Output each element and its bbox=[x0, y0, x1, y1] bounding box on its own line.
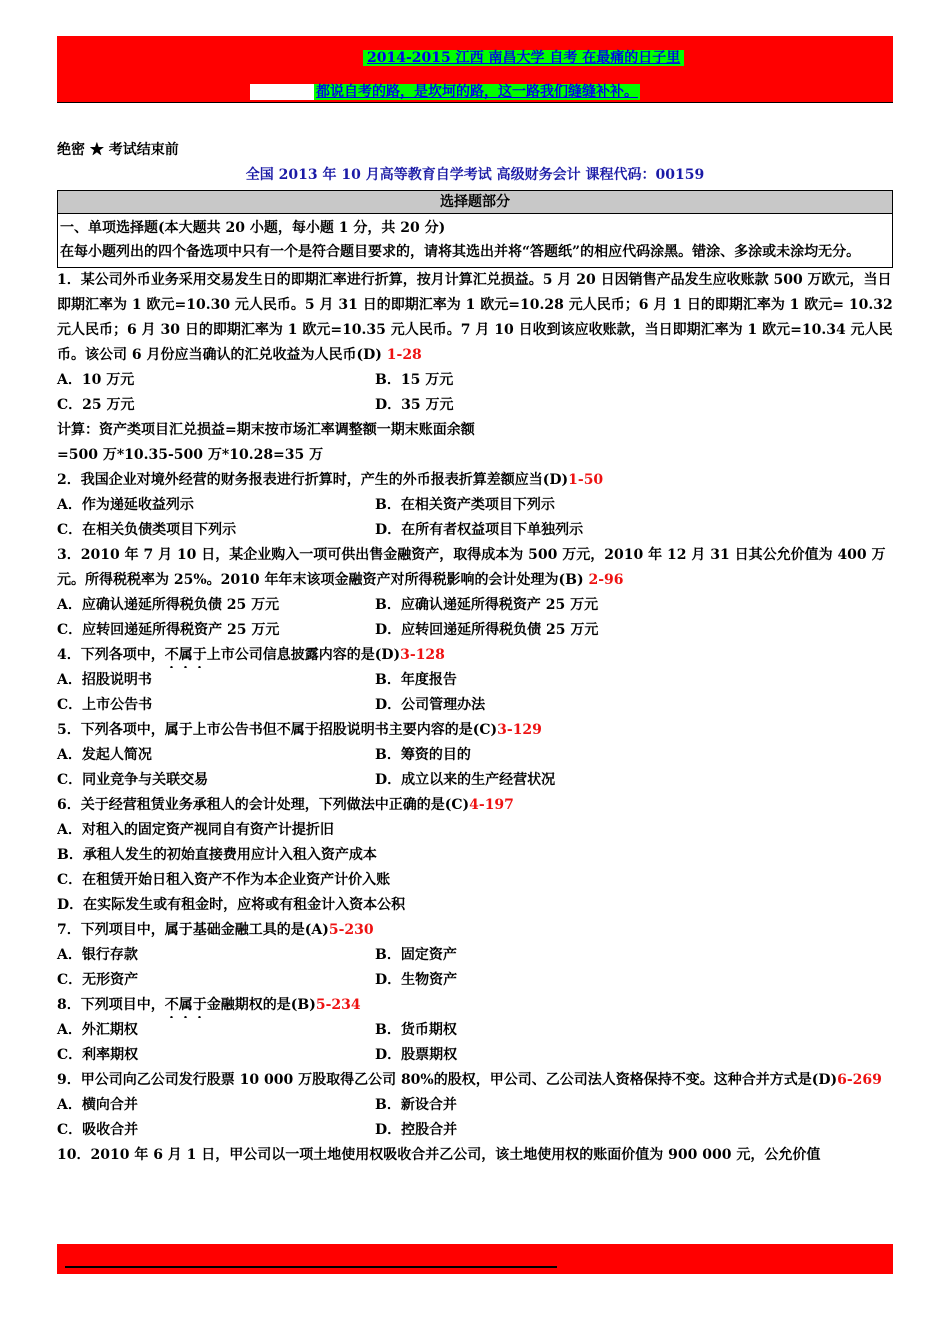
question-5 bbox=[57, 718, 893, 743]
option-row bbox=[57, 1093, 893, 1118]
page-ref: 5-230 bbox=[328, 922, 374, 938]
emphasis-text: 不属于 bbox=[164, 647, 207, 663]
option-c: C．25 万元 bbox=[57, 397, 135, 413]
question-text: 4．下列各项中， bbox=[57, 647, 165, 663]
question-text: 9．甲公司向乙公司发行股票 10 000 万股取得乙公司 80%的股权，甲公司、乙公司法人资格保持不变。这种合并方式是(D) bbox=[57, 1072, 838, 1088]
question-8 bbox=[57, 993, 893, 1018]
option-a: A．作为递延收益列示 bbox=[57, 497, 194, 513]
option-d: D．公司管理办法 bbox=[375, 697, 486, 713]
option-row bbox=[57, 743, 893, 768]
option-row bbox=[57, 943, 893, 968]
option-row bbox=[57, 1118, 893, 1143]
question-2 bbox=[57, 468, 893, 493]
option-b: B．货币期权 bbox=[375, 1022, 457, 1038]
option-row bbox=[57, 1018, 893, 1043]
option-a: A．发起人简况 bbox=[57, 747, 152, 763]
option-b: B．筹资的目的 bbox=[375, 747, 471, 763]
option-a: A．应确认递延所得税负债 25 万元 bbox=[57, 597, 280, 613]
option-row bbox=[57, 368, 893, 393]
option-a: A．外汇期权 bbox=[57, 1022, 138, 1038]
calculation-line-1: 计算：资产类项目汇兑损益=期末按市场汇率调整额一期末账面余额 bbox=[57, 422, 475, 438]
page-ref: 1-50 bbox=[568, 472, 604, 488]
option-d: D．成立以来的生产经营状况 bbox=[375, 772, 556, 788]
option-d: D．在所有者权益项目下单独列示 bbox=[375, 522, 584, 538]
emphasis-text: 不属于 bbox=[164, 997, 207, 1013]
calculation-line-2: =500 万*10.35-500 万*10.28=35 万 bbox=[57, 447, 324, 463]
instruction-heading: 一、单项选择题(本大题共 20 小题，每小题 1 分，共 20 分) bbox=[60, 220, 446, 236]
question-text: 金融期权的是(B) bbox=[206, 997, 316, 1013]
option-a: A．10 万元 bbox=[57, 372, 135, 388]
option-row bbox=[57, 693, 893, 718]
option-a: A．招股说明书 bbox=[57, 672, 152, 688]
option-c: C．同业竞争与关联交易 bbox=[57, 772, 209, 788]
option-a: A．横向合并 bbox=[57, 1097, 138, 1113]
question-text: 3．2010 年 7 月 10 日，某企业购入一项可供出售金融资产，取得成本为 500 万元，2010 年 12 月 31 日其公允价值为 400 万元。所得税税率为 25%。2010 年年末该项金融资产对所得税影响的会计处理为(B) bbox=[57, 547, 886, 588]
page-ref: 1-28 bbox=[381, 347, 422, 363]
option-c: C．利率期权 bbox=[57, 1047, 139, 1063]
footer-bar bbox=[57, 1244, 893, 1274]
question-7 bbox=[57, 918, 893, 943]
document-body bbox=[57, 138, 893, 1168]
option-row bbox=[57, 968, 893, 993]
question-4 bbox=[57, 643, 893, 668]
question-10: 10．2010 年 6 月 1 日，甲公司以一项土地使用权吸收合并乙公司，该土地使用权的账面价值为 900 000 元，公允价值 bbox=[57, 1147, 821, 1163]
option-row bbox=[57, 1043, 893, 1068]
option-c: C．在租赁开始日租入资产不作为本企业资产计价入账 bbox=[57, 872, 391, 888]
page-ref: 6-269 bbox=[837, 1072, 882, 1088]
option-b: B．在相关资产类项目下列示 bbox=[375, 497, 555, 513]
option-b: B．新设合并 bbox=[375, 1097, 457, 1113]
option-b: B．固定资产 bbox=[375, 947, 457, 963]
question-3 bbox=[57, 543, 893, 593]
banner-whitebox bbox=[250, 84, 314, 100]
section-header: 选择题部分 bbox=[57, 190, 893, 214]
banner-link-2[interactable]: 都说自考的路，是坎坷的路，这一路我们缝缝补补。 bbox=[316, 84, 638, 100]
question-6 bbox=[57, 793, 893, 818]
page-ref: 4-197 bbox=[469, 797, 514, 813]
question-9 bbox=[57, 1068, 893, 1093]
option-row bbox=[57, 618, 893, 643]
page-ref: 3-128 bbox=[400, 647, 445, 663]
option-row bbox=[57, 768, 893, 793]
option-b: B．年度报告 bbox=[375, 672, 457, 688]
question-1 bbox=[57, 268, 893, 368]
instruction-text: 在每小题列出的四个备选项中只有一个是符合题目要求的，请将其选出并将“答题纸”的相应代码涂黑。错涂、多涂或未涂均无分。 bbox=[60, 244, 861, 260]
option-c: C．吸收合并 bbox=[57, 1122, 139, 1138]
option-c: C．无形资产 bbox=[57, 972, 139, 988]
instructions-box bbox=[57, 214, 893, 268]
option-b: B．15 万元 bbox=[375, 372, 454, 388]
option-a: A．对租入的固定资产视同自有资产计提折旧 bbox=[57, 822, 334, 838]
option-d: D．在实际发生或有租金时，应将或有租金计入资本公积 bbox=[57, 897, 406, 913]
option-row bbox=[57, 493, 893, 518]
option-d: D．应转回递延所得税负债 25 万元 bbox=[375, 622, 599, 638]
option-row bbox=[57, 518, 893, 543]
secret-label: 绝密 ★ 考试结束前 bbox=[57, 142, 179, 158]
option-row bbox=[57, 668, 893, 693]
question-text: 上市公司信息披露内容的是(D) bbox=[206, 647, 401, 663]
option-d: D．股票期权 bbox=[375, 1047, 458, 1063]
option-c: C．在相关负债类项目下列示 bbox=[57, 522, 237, 538]
option-c: C．应转回递延所得税资产 25 万元 bbox=[57, 622, 280, 638]
option-d: D．控股合并 bbox=[375, 1122, 458, 1138]
option-c: C．上市公告书 bbox=[57, 697, 153, 713]
question-text: 2．我国企业对境外经营的财务报表进行折算时，产生的外币报表折算差额应当(D) bbox=[57, 472, 569, 488]
option-b: B．承租人发生的初始直接费用应计入租入资产成本 bbox=[57, 847, 377, 863]
option-row bbox=[57, 393, 893, 418]
page-ref: 2-96 bbox=[583, 572, 624, 588]
footer-divider bbox=[65, 1266, 557, 1268]
option-row bbox=[57, 593, 893, 618]
page-ref: 3-129 bbox=[497, 722, 542, 738]
banner-link-1[interactable]: 2014-2015 江西 南昌大学 自考 在最痛的日子里 bbox=[363, 50, 684, 66]
option-a: A．银行存款 bbox=[57, 947, 138, 963]
question-text: 7．下列项目中，属于基础金融工具的是(A) bbox=[57, 922, 329, 938]
question-text: 5．下列各项中，属于上市公告书但不属于招股说明书主要内容的是(C) bbox=[57, 722, 498, 738]
option-d: D．35 万元 bbox=[375, 397, 454, 413]
option-b: B．应确认递延所得税资产 25 万元 bbox=[375, 597, 599, 613]
question-text: 8．下列项目中， bbox=[57, 997, 165, 1013]
exam-title: 全国 2013 年 10 月高等教育自学考试 高级财务会计 课程代码：00159 bbox=[245, 167, 705, 183]
page-ref: 5-234 bbox=[315, 997, 361, 1013]
question-text: 1．某公司外币业务采用交易发生日的即期汇率进行折算，按月计算汇兑损益。5 月 20 日因销售产品发生应收账款 500 万欧元，当日即期汇率为 1 欧元=10.30 元人民币。5 月 31 日的即期汇率为 1 欧元=10.28 元人民币；6 月 1 日的即期汇率为 1 欧元= 10.32 元人民币；6 月 30 日的即期汇率为 1 欧元=10.35 元人民币。7 月 10 日收到该应收账款，当日即期汇率为 1 欧元=10.34 元人民币。该公司 6 月份应当确认的汇兑收益为人民币(D) bbox=[57, 272, 893, 363]
question-text: 6．关于经营租赁业务承租人的会计处理，下列做法中正确的是(C) bbox=[57, 797, 470, 813]
header-bar bbox=[57, 36, 893, 103]
option-d: D．生物资产 bbox=[375, 972, 458, 988]
